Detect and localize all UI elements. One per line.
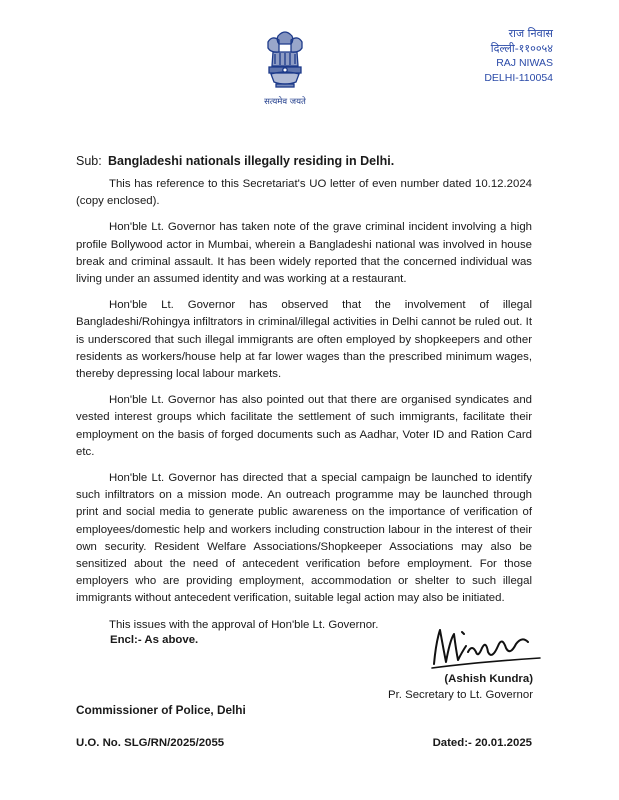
lion-capital-icon xyxy=(258,26,312,96)
paragraph-4: Hon'ble Lt. Governor has also pointed out that there are organised syndicates and vested interest groups which facilitate the settlement of such immigrants, facilitate their employment on the basis of forged documents such as Aadhar, Voter ID and Ration Card etc. xyxy=(76,394,532,458)
subject-text: Bangladeshi nationals illegally residing in Delhi. xyxy=(108,154,395,168)
letter-footer xyxy=(76,737,532,749)
paragraph-3: Hon'ble Lt. Governor has observed that the involvement of illegal Bangladeshi/Rohingya infiltrators in criminal/illegal activities in Delhi cannot be ruled out. It is underscored that such illegal immigrants are often employed by shopkeepers and other residents as workers/house help at far lower wages than the prescribed minimum wages, thereby depressing local labour markets. xyxy=(76,299,532,381)
national-emblem xyxy=(258,26,312,110)
signatory-designation: Pr. Secretary to Lt. Governor xyxy=(388,689,533,701)
address-line1: RAJ NIWAS xyxy=(496,57,553,69)
paragraph-5: Hon'ble Lt. Governor has directed that a special campaign be launched to identify such infiltrators on a mission mode. An outreach programme may be launched through print and social media to generate public awareness on the importance of verification of employees/domestic help and workers including construction labour in the interest of their own security. Resident Welfare Associations/Shopkeeper Associations may also be sensitized about the need of antecedent verification before employment. For those employers who are providing employment, accommodation or shelter to such illegal immigrants without antecedent verification, suitable legal action may also be initiated. xyxy=(76,472,532,605)
address-hindi-line2: दिल्ली-११००५४ xyxy=(490,41,553,55)
subject-line xyxy=(76,154,394,168)
sender-address xyxy=(484,27,553,85)
paragraph-6: This issues with the approval of Hon'ble Lt. Governor. xyxy=(109,618,379,631)
signatory-block xyxy=(388,671,533,703)
address-hindi-line1: राज निवास xyxy=(508,27,553,40)
paragraph-1: This has reference to this Secretariat's UO letter of even number dated 10.12.2024 (copy enclosed). xyxy=(76,178,532,208)
signatory-name: (Ashish Kundra) xyxy=(444,673,533,685)
addressee: Commissioner of Police, Delhi xyxy=(76,703,246,717)
subject-label: Sub: xyxy=(76,154,102,168)
uo-number: U.O. No. SLG/RN/2025/2055 xyxy=(76,737,225,749)
enclosure-note: Encl:- As above. xyxy=(110,634,199,646)
paragraph-2: Hon'ble Lt. Governor has taken note of the grave criminal incident involving a high profile Bollywood actor in Mumbai, wherein a Bangladeshi national was involved in house break and criminal assault. It has been widely reported that the concerned individual was living under an assumed identity and was working at a restaurant. xyxy=(76,221,532,286)
letter-body xyxy=(76,176,532,634)
letter-date: Dated:- 20.01.2025 xyxy=(432,737,532,749)
handwritten-signature xyxy=(428,622,548,672)
emblem-motto: सत्यमेव जयते xyxy=(264,97,306,107)
address-line2: DELHI-110054 xyxy=(484,71,553,84)
